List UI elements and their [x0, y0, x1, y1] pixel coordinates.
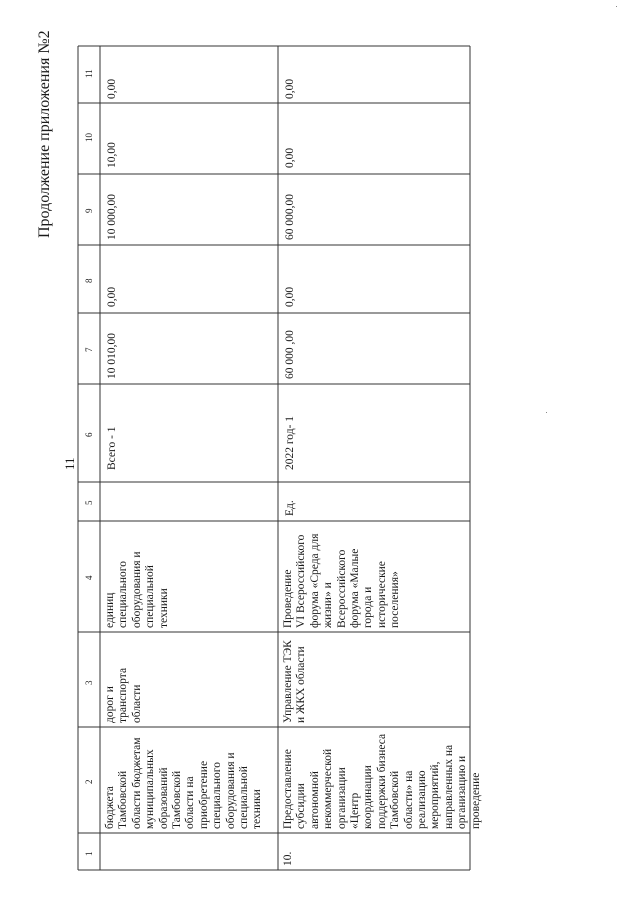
row2-unit: Ед.	[284, 500, 296, 516]
cell-line: специального	[117, 561, 130, 628]
cell-line: приобретение	[197, 760, 210, 829]
cell-line: автономной	[308, 771, 321, 829]
row2-description	[282, 734, 483, 829]
cell-line: субсидии	[295, 783, 308, 829]
row1-col10: 10,00	[106, 142, 118, 168]
scan-speck	[616, 6, 617, 7]
cell-line: муниципальных	[144, 749, 157, 829]
cell-line: техники	[157, 588, 170, 628]
cell-line: жизни» и	[322, 582, 335, 628]
cell-line: поселения»	[389, 571, 402, 628]
cell-line: оборудования и	[224, 752, 237, 829]
cell-line: бюджета	[104, 786, 116, 829]
cell-line: поддержки бизнеса	[375, 733, 388, 829]
cell-line: Всероссийского	[335, 549, 348, 628]
cell-line: специального	[211, 762, 224, 829]
cell-line: города и	[362, 586, 375, 628]
column-number-3: 3	[84, 680, 94, 685]
cell-line: реализацию	[416, 770, 429, 829]
cell-line: образований	[157, 767, 170, 829]
cell-line: дорог и	[104, 686, 116, 723]
row1-total: 10 010,00	[106, 333, 118, 379]
row2-total: 60 000 ,00	[284, 330, 296, 379]
cell-line: и ЖКХ области	[295, 646, 308, 723]
cell-line: единиц	[104, 592, 116, 628]
column-number-7: 7	[84, 347, 94, 352]
cell-line: области	[130, 684, 143, 723]
row2-col8: 0,00	[284, 286, 296, 307]
cell-line: техники	[251, 789, 264, 829]
row1-description	[104, 738, 265, 829]
cell-line: области» на	[402, 770, 415, 829]
cell-line: проведение	[469, 772, 482, 829]
cell-line: некоммерческой	[322, 748, 335, 829]
column-number-11: 11	[84, 69, 94, 78]
column-number-10: 10	[84, 133, 94, 142]
row1-executor	[104, 668, 144, 723]
row1-col9: 10 000,00	[106, 194, 118, 240]
column-number-1: 1	[84, 851, 94, 856]
cell-line: Управление ТЭК	[282, 640, 294, 723]
column-number-2: 2	[84, 779, 94, 784]
row1-col8: 0,00	[106, 286, 118, 307]
row2-col11: 0,00	[284, 78, 296, 99]
cell-line: специальной	[144, 565, 157, 628]
cell-line: организации	[335, 767, 348, 829]
row2-indicator	[282, 534, 403, 628]
row2-col9: 60 000,00	[284, 194, 296, 240]
cell-line: Тамбовской	[171, 770, 184, 829]
cell-line: координации	[362, 765, 375, 829]
cell-line: «Центр	[349, 792, 362, 829]
cell-line: исторические	[375, 561, 388, 628]
cell-line: мероприятий,	[429, 761, 442, 829]
column-number-8: 8	[84, 278, 94, 283]
cell-line: форума «Среда для	[308, 533, 321, 628]
cell-line: оборудования и	[130, 551, 143, 628]
row2-number: 10.	[282, 851, 294, 866]
column-number-9: 9	[84, 208, 94, 213]
row2-executor	[282, 640, 309, 723]
cell-line: Тамбовской	[389, 770, 402, 829]
cell-line: Предоставление	[282, 749, 294, 829]
appendix-title: Продолжение приложения №2	[36, 30, 53, 238]
column-number-4: 4	[84, 575, 94, 580]
column-number-6: 6	[84, 432, 94, 437]
cell-line: VI Всероссийского	[295, 534, 308, 628]
row2-col10: 0,00	[284, 147, 296, 168]
cell-line: Тамбовской	[117, 770, 130, 829]
column-number-5: 5	[84, 500, 94, 505]
cell-line: направленных на	[442, 744, 455, 829]
row1-indicator	[104, 551, 171, 628]
cell-line: области бюджетам	[130, 737, 143, 829]
cell-line: Проведение	[282, 569, 294, 628]
scan-speck	[546, 412, 547, 413]
row1-col11: 0,00	[106, 78, 118, 99]
row1-year-value: Всего - 1	[106, 426, 118, 470]
cell-line: области на	[184, 776, 197, 829]
cell-line: форума «Малые	[349, 548, 362, 628]
cell-line: организацию и	[456, 755, 469, 829]
row2-year-value: 2022 год- 1	[284, 415, 296, 470]
cell-line: специальной	[238, 766, 251, 829]
page-number: 11	[62, 457, 77, 470]
cell-line: транспорта	[117, 667, 130, 723]
